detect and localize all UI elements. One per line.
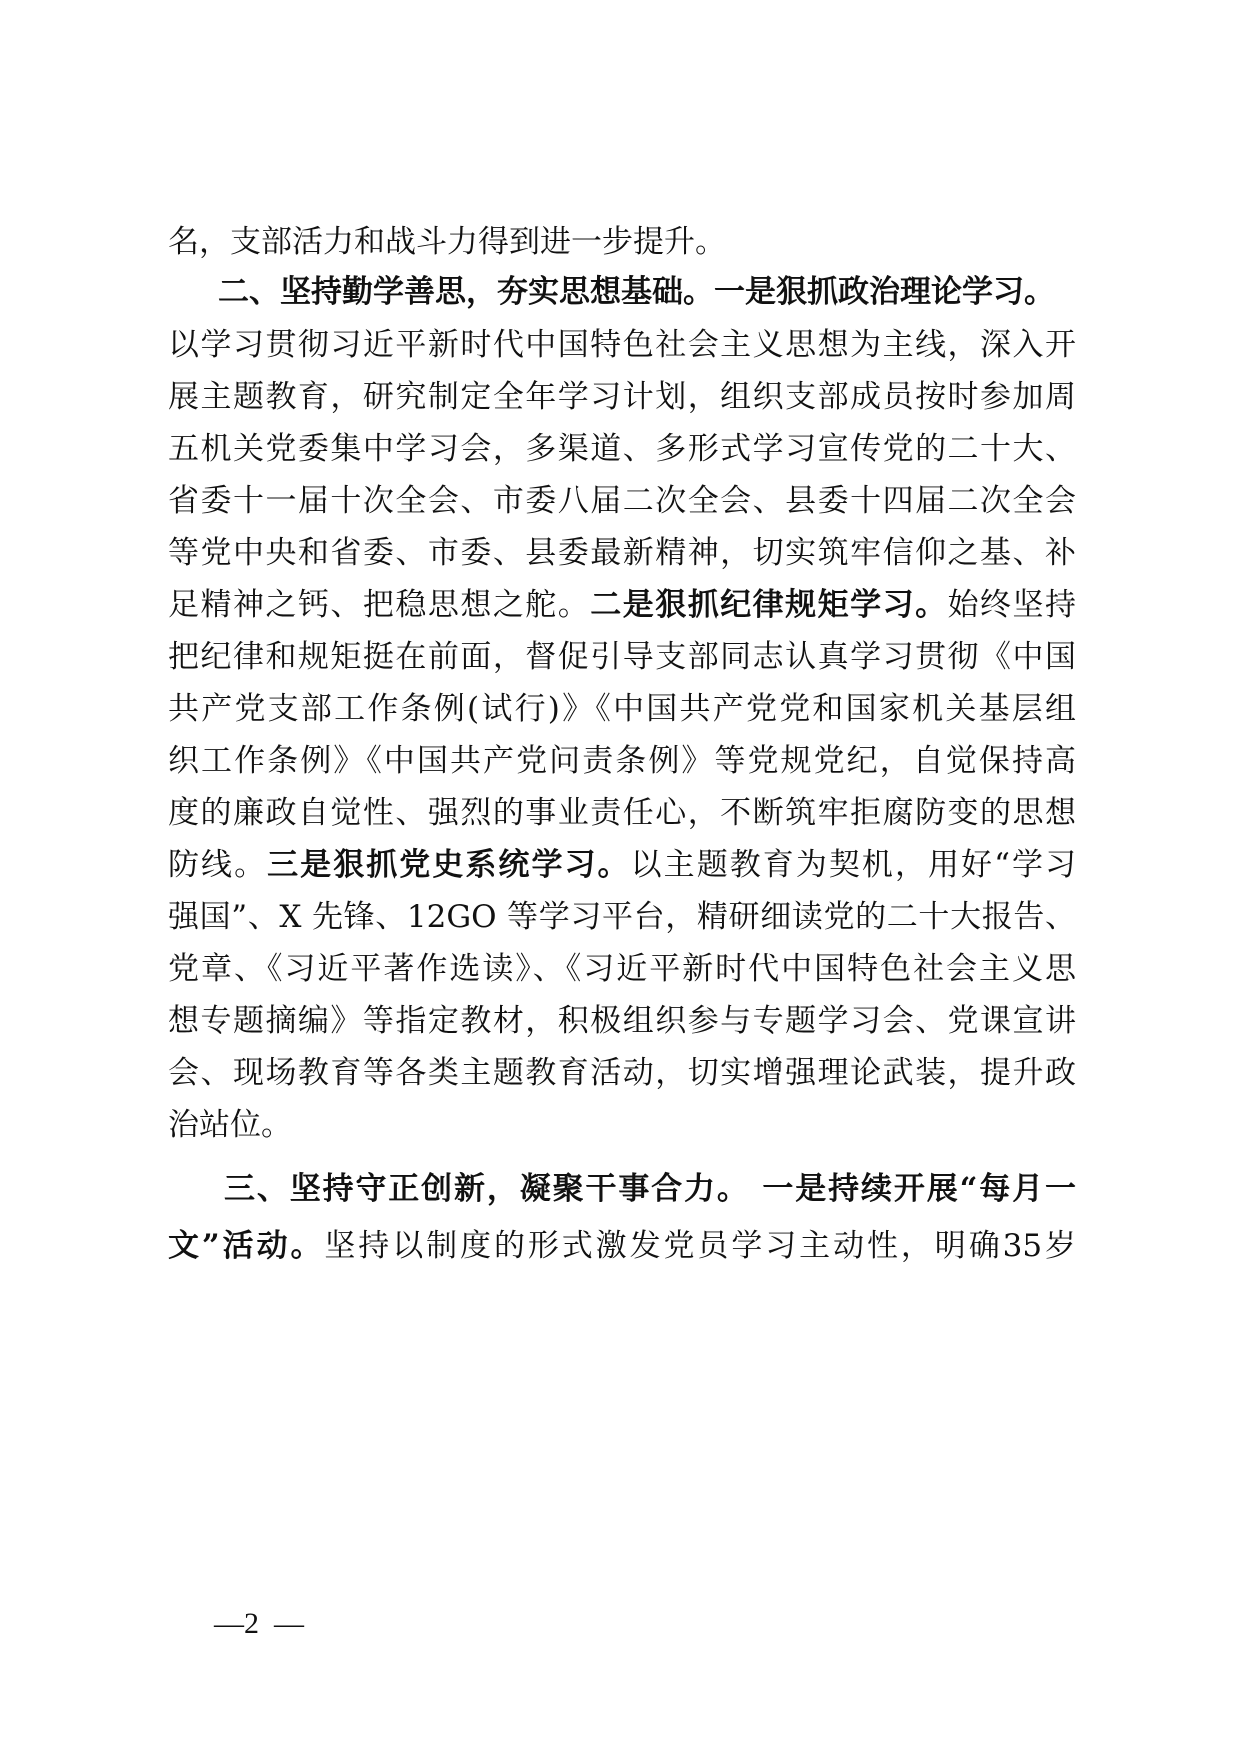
line-text: 省委十一届十次全会、市委八届二次全会、县委十四届二次全会 (168, 483, 1076, 519)
text-line (168, 579, 1076, 631)
line-text: 治站位。 (168, 1107, 292, 1143)
line-text: 党章、《习近平著作选读》、《习近平新时代中国特色社会主义思 (168, 951, 1076, 987)
line-text: 坚持以制度的形式激发党员学习主动性，明确35岁 (324, 1228, 1076, 1264)
section-heading-text: 二、坚持勤学善思，夯实思想基础。一是狠抓政治理论学习。 (218, 274, 1055, 310)
page-number: —2 — (214, 1607, 304, 1640)
text-line (168, 319, 1076, 371)
line-text: 展主题教育，研究制定全年学习计划，组织支部成员按时参加周 (168, 379, 1076, 415)
line-text: 度的廉政自觉性、强烈的事业责任心，不断筑牢拒腐防变的思想 (168, 795, 1076, 831)
text-line (168, 371, 1076, 423)
line-text: 等党中央和省委、市委、县委最新精神，切实筑牢信仰之基、补 (168, 535, 1076, 571)
line-text: 把纪律和规矩挺在前面，督促引导支部同志认真学习贯彻《中国 (168, 639, 1076, 675)
text-line (168, 1047, 1076, 1099)
line-text: 共产党支部工作条例(试行)》《中国共产党党和国家机关基层组 (168, 691, 1076, 727)
text-line (168, 216, 1076, 268)
text-line (168, 995, 1076, 1047)
line-text: 想专题摘编》等指定教材，积极组织参与专题学习会、党课宣讲 (168, 1003, 1076, 1039)
line-text: 始终坚持 (947, 587, 1077, 623)
line-text: 以学习贯彻习近平新时代中国特色社会主义思想为主线，深入开 (168, 327, 1076, 363)
section-heading-text: 三、坚持守正创新，凝聚干事合力。 一是持续开展“每月一 (224, 1171, 1076, 1207)
line-text: 会、现场教育等各类主题教育活动，切实增强理论武装，提升政 (168, 1055, 1076, 1091)
text-line (168, 891, 1076, 943)
line-text: 强国”、X 先锋、12GO 等学习平台，精研细读党的二十大报告、 (168, 899, 1076, 935)
line-text: 名，支部活力和战斗力得到进一步提升。 (168, 224, 726, 260)
text-line (168, 423, 1076, 475)
line-text: 织工作条例》《中国共产党问责条例》等党规党纪，自觉保持高 (168, 743, 1076, 779)
text-line (168, 527, 1076, 579)
text-line (168, 631, 1076, 683)
section-heading-3 (224, 1163, 1076, 1215)
text-line (168, 1099, 1076, 1151)
text-line (168, 787, 1076, 839)
text-line (168, 475, 1076, 527)
line-text: 足精神之钙、把稳思想之舵。 (168, 587, 591, 623)
line-text: 防线。 (168, 847, 268, 883)
line-text: 五机关党委集中学习会，多渠道、多形式学习宣传党的二十大、 (168, 431, 1076, 467)
text-line (168, 1220, 1076, 1272)
text-line (168, 735, 1076, 787)
text-line (168, 943, 1076, 995)
text-line (168, 839, 1076, 891)
bold-subpoint: 二是狠抓纪律规矩学习。 (590, 587, 948, 623)
bold-subpoint: 三是狠抓党史系统学习。 (267, 847, 631, 883)
text-line (168, 683, 1076, 735)
line-text: 以主题教育为契机，用好“学习 (630, 847, 1077, 883)
section-heading-2 (218, 266, 1076, 318)
bold-subpoint: 文”活动。 (168, 1228, 325, 1264)
